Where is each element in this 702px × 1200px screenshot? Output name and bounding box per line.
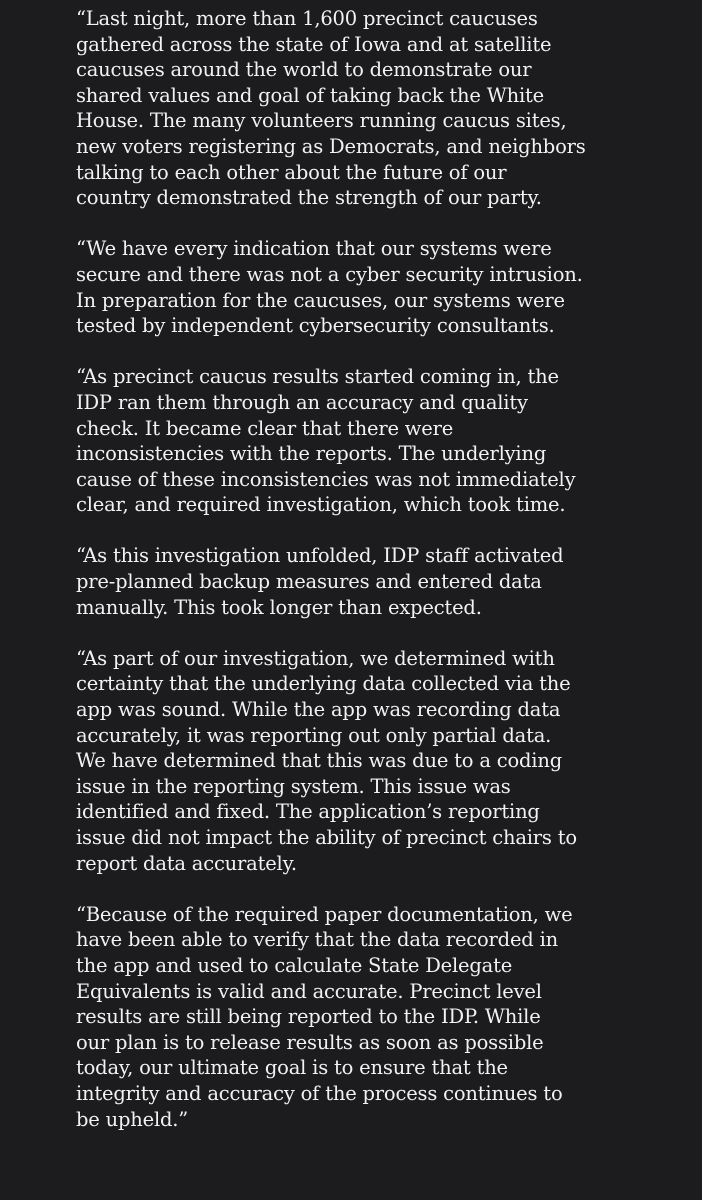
text-line: We have determined that this was due to a coding xyxy=(76,749,562,773)
text-line: the app and used to calculate State Delegate xyxy=(76,953,513,977)
text-line: new voters registering as Democrats, and neighbors xyxy=(76,134,586,158)
paragraph-spacer xyxy=(76,620,696,646)
paragraph-2 xyxy=(76,236,696,338)
text-line: In preparation for the caucuses, our systems were xyxy=(76,288,565,312)
text-line: tested by independent cybersecurity consultants. xyxy=(76,314,555,338)
text-line: caucuses around the world to demonstrate our xyxy=(76,58,532,82)
text-line: country demonstrated the strength of our party. xyxy=(76,186,542,210)
text-line: accurately, it was reporting out only partial data. xyxy=(76,723,552,747)
text-line: clear, and required investigation, which took time. xyxy=(76,493,566,517)
text-line: app was sound. While the app was recording data xyxy=(76,698,561,722)
text-line: our plan is to release results as soon as possible xyxy=(76,1030,544,1054)
text-line: issue did not impact the ability of precinct chairs to xyxy=(76,826,577,849)
paragraph-spacer xyxy=(76,876,696,902)
text-line: “As this investigation unfolded, IDP staff activated xyxy=(76,544,564,568)
text-line: IDP ran them through an accuracy and quality xyxy=(76,390,528,414)
paragraph-1 xyxy=(76,6,696,211)
text-line: today, our ultimate goal is to ensure that the xyxy=(76,1056,508,1080)
text-line: be upheld.” xyxy=(76,1107,189,1131)
text-line: gathered across the state of Iowa and at satellite xyxy=(76,32,552,56)
text-line: “As part of our investigation, we determined with xyxy=(76,646,555,670)
text-line: “We have every indication that our systems were xyxy=(76,237,552,261)
text-line: check. It became clear that there were xyxy=(76,416,454,440)
paragraph-5 xyxy=(76,646,696,876)
text-line: shared values and goal of taking back the White xyxy=(76,83,544,107)
text-line: secure and there was not a cyber security intrusion. xyxy=(76,262,583,286)
text-line: inconsistencies with the reports. The underlying xyxy=(76,442,547,466)
text-line: Equivalents is valid and accurate. Precinct level xyxy=(76,979,542,1003)
text-line: cause of these inconsistencies was not immediately xyxy=(76,467,576,491)
text-line: issue in the reporting system. This issue was xyxy=(76,774,511,798)
text-line: have been able to verify that the data recorded in xyxy=(76,928,558,952)
text-line: “Because of the required paper documentation, we xyxy=(76,902,573,926)
text-line: talking to each other about the future of our xyxy=(76,160,507,184)
text-line: manually. This took longer than expected. xyxy=(76,595,482,619)
paragraph-spacer xyxy=(76,211,696,237)
text-line: results are still being reported to the IDP. While xyxy=(76,1005,541,1029)
statement-text xyxy=(76,6,696,1132)
text-line: pre-planned backup measures and entered data xyxy=(76,570,542,594)
paragraph-6 xyxy=(76,902,696,1132)
text-line: certainty that the underlying data collected via the xyxy=(76,672,571,696)
paragraph-3 xyxy=(76,364,696,518)
text-line: “Last night, more than 1,600 precinct caucuses xyxy=(76,7,538,30)
text-line: “As precinct caucus results started coming in, the xyxy=(76,365,559,389)
text-line: integrity and accuracy of the process continues to xyxy=(76,1081,563,1105)
paragraph-spacer xyxy=(76,518,696,544)
paragraph-4 xyxy=(76,543,696,620)
paragraph-spacer xyxy=(76,339,696,365)
text-line: report data accurately. xyxy=(76,851,297,875)
text-line: identified and fixed. The application’s reporting xyxy=(76,800,540,824)
text-line: House. The many volunteers running caucus sites, xyxy=(76,109,567,133)
